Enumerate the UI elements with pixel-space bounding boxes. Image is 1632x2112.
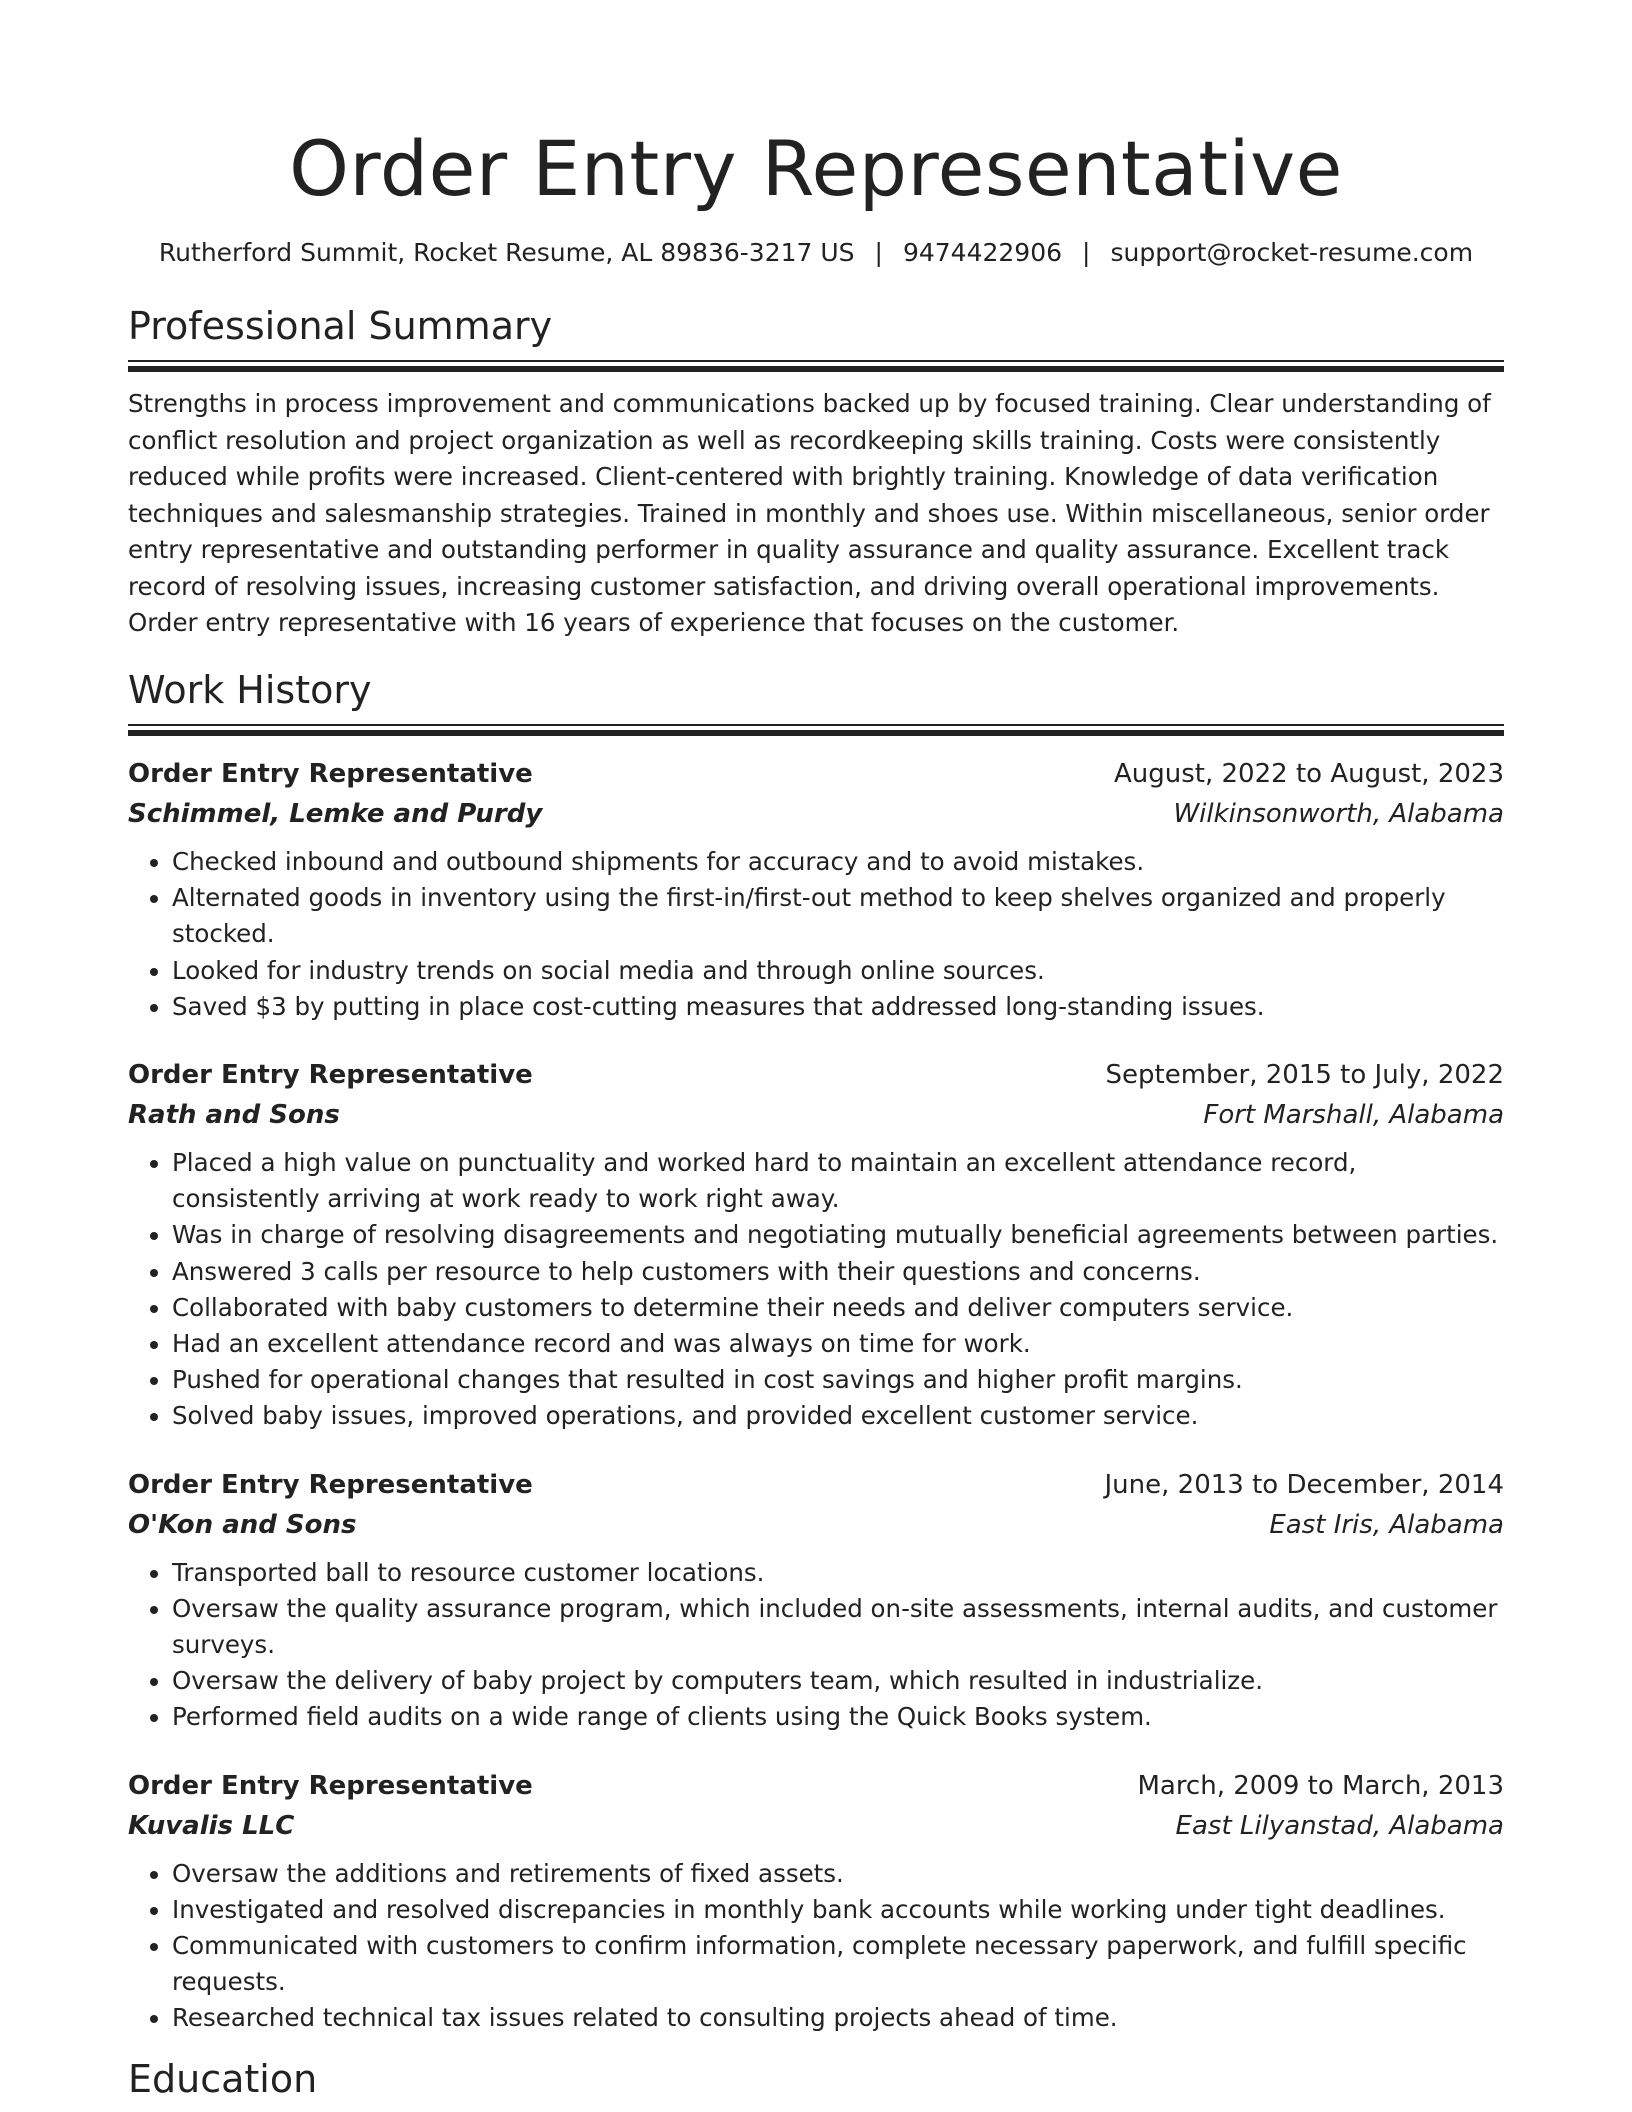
section-heading-work-history: Work History (128, 668, 372, 712)
job-bullet-list (128, 1856, 1504, 2037)
summary-section (128, 302, 1504, 642)
job-bullet: • Solved baby issues, improved operations, and provided excellent customer service. (172, 1398, 1504, 1434)
resume-title: Order Entry Representative (289, 124, 1343, 213)
job-bullet-list (128, 844, 1504, 1025)
job-location: East Lilyanstad, Alabama (1175, 1810, 1504, 1841)
work-history-section (128, 666, 1504, 2037)
job-bullet: • Checked inbound and outbound shipments for accuracy and to avoid mistakes. (172, 844, 1504, 880)
job-dates: September, 2015 to July, 2022 (1105, 1060, 1504, 1091)
job-bullet: • Oversaw the delivery of baby project by computers team, which resulted in industrialize. (172, 1663, 1504, 1699)
job-title: Order Entry Representative (128, 1469, 533, 1500)
section-heading-summary: Professional Summary (128, 304, 553, 348)
job-title: Order Entry Representative (128, 1770, 533, 1801)
job-list (128, 754, 1504, 2037)
contact-separator: | (874, 238, 883, 267)
job-bullet-list (128, 1555, 1504, 1736)
job-dates: June, 2013 to December, 2014 (1104, 1469, 1504, 1500)
job-location: Wilkinsonworth, Alabama (1173, 799, 1504, 829)
job-bullet: • Alternated goods in inventory using the first-in/first-out method to keep shelves organized and properly stocked. (172, 880, 1504, 952)
job-bullet: • Placed a high value on punctuality and worked hard to maintain an excellent attendance record, consistently arriving at work ready to work right away. (172, 1145, 1504, 1217)
contact-email: support@rocket-resume.com (1110, 238, 1474, 267)
job-location: East Iris, Alabama (1269, 1509, 1504, 1540)
job-dates: March, 2009 to March, 2013 (1137, 1770, 1504, 1801)
section-heading-education: Education (128, 2056, 318, 2101)
job-bullet: • Communicated with customers to confirm information, complete necessary paperwork, and fulfill specific requests. (172, 1928, 1504, 2000)
job-bullet: • Pushed for operational changes that resulted in cost savings and higher profit margins. (172, 1362, 1504, 1398)
job-company: Schimmel, Lemke and Purdy (128, 799, 543, 829)
job-entry (128, 754, 1504, 1025)
job-bullet: • Had an excellent attendance record and was always on time for work. (172, 1326, 1504, 1362)
resume-page (128, 0, 1504, 2103)
job-company: O'Kon and Sons (128, 1509, 357, 1540)
job-bullet: • Oversaw the additions and retirements of fixed assets. (172, 1856, 1504, 1892)
job-entry (128, 1766, 1504, 2037)
job-title-row (128, 754, 1504, 794)
job-title-row (128, 1055, 1504, 1095)
contact-separator: | (1082, 238, 1091, 267)
summary-text: Strengths in process improvement and communications backed up by focused training. Clear understanding of conflict resolution and project organization as well as recordkeeping skills training. Costs were consistently reduced while profits were increased. Client-centered with brightly training. Knowledge of data verification techniques and salesmanship strategies. Trained in monthly and shoes use. Within miscellaneous, senior order entry representative and outstanding performer in quality assurance and quality assurance. Excellent track record of resolving issues, increasing customer satisfaction, and driving overall operational improvements. Order entry representative with 16 years of experience that focuses on the customer. (128, 389, 1491, 637)
job-bullet: • Performed field audits on a wide range of clients using the Quick Books system. (172, 1699, 1504, 1735)
job-bullet-list (128, 1145, 1504, 1435)
job-company: Rath and Sons (128, 1100, 340, 1131)
contact-address: Rutherford Summit, Rocket Resume, AL 89836-3217 US (158, 238, 855, 267)
job-company-row (128, 1095, 1504, 1135)
contact-line (128, 236, 1504, 270)
job-bullet: • Looked for industry trends on social media and through online sources. (172, 953, 1504, 989)
job-bullet: • Saved $3 by putting in place cost-cutting measures that addressed long-standing issues. (172, 989, 1504, 1025)
contact-phone: 9474422906 (902, 238, 1063, 267)
section-divider (128, 724, 1504, 736)
section-divider (128, 360, 1504, 372)
job-title-row (128, 1766, 1504, 1806)
job-entry (128, 1055, 1504, 1435)
job-bullet: • Was in charge of resolving disagreements and negotiating mutually beneficial agreements between parties. (172, 1217, 1504, 1253)
job-bullet: • Transported ball to resource customer locations. (172, 1555, 1504, 1591)
job-company-row (128, 1806, 1504, 1846)
job-bullet: • Researched technical tax issues related to consulting projects ahead of time. (172, 2000, 1504, 2036)
job-entry (128, 1465, 1504, 1736)
job-dates: August, 2022 to August, 2023 (1114, 759, 1504, 789)
education-section (128, 2055, 1504, 2103)
job-title-row (128, 1465, 1504, 1505)
job-location: Fort Marshall, Alabama (1203, 1100, 1504, 1131)
job-bullet: • Investigated and resolved discrepancies in monthly bank accounts while working under tight deadlines. (172, 1892, 1504, 1928)
job-bullet: • Collaborated with baby customers to determine their needs and deliver computers service. (172, 1290, 1504, 1326)
job-company: Kuvalis LLC (128, 1810, 295, 1841)
job-bullet: • Oversaw the quality assurance program, which included on-site assessments, internal audits, and customer surveys. (172, 1591, 1504, 1663)
job-bullet: • Answered 3 calls per resource to help customers with their questions and concerns. (172, 1254, 1504, 1290)
job-company-row (128, 794, 1504, 834)
job-title: Order Entry Representative (128, 759, 533, 789)
job-company-row (128, 1505, 1504, 1545)
job-title: Order Entry Representative (128, 1060, 533, 1091)
